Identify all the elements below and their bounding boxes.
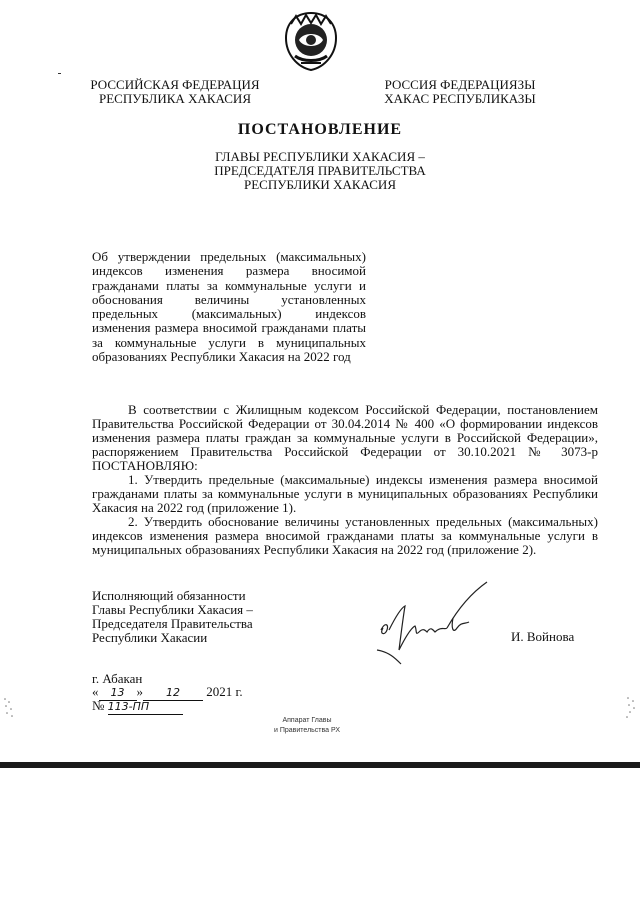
signer-name: И. Войнова xyxy=(511,629,575,644)
handwritten-signature xyxy=(375,578,495,668)
header-right xyxy=(365,78,555,106)
subtitle-line1: ГЛАВЫ РЕСПУБЛИКИ ХАКАСИЯ – xyxy=(215,149,425,164)
number-value: 113-ПП xyxy=(108,700,183,715)
document-title: ПОСТАНОВЛЕНИЕ xyxy=(237,121,403,138)
document-place: г. Абакан xyxy=(92,671,143,686)
scan-mark xyxy=(58,73,61,74)
date-year: 2021 г. xyxy=(206,684,243,699)
signer-line2: Главы Республики Хакасия – xyxy=(92,602,253,617)
signer-line3: Председателя Правительства xyxy=(92,616,253,631)
stamp-line2: и Правительства РХ xyxy=(273,727,341,734)
stamp-line1: Аппарат Главы xyxy=(282,717,332,724)
body-paragraph-3: 2. Утвердить обоснование величины установленных предельных (максимальных) индексов изменения размера вносимой гражданами платы за коммунальные услуги в муниципальных образованиях Республики Хакасия на 2022 год (приложение 2). xyxy=(92,514,598,557)
document-subtitle xyxy=(180,150,460,192)
subtitle-line2: ПРЕДСЕДАТЕЛЯ ПРАВИТЕЛЬСТВА xyxy=(214,163,426,178)
number-prefix: № xyxy=(92,698,105,713)
document-body xyxy=(92,403,598,557)
signer-line1: Исполняющий обязанности xyxy=(92,588,246,603)
signer-line4: Республики Хакасии xyxy=(92,630,208,645)
body-paragraph-2: 1. Утвердить предельные (максимальные) индексы изменения размера вносимой гражданами платы за коммунальные услуги в муниципальных образованиях Республики Хакасия на 2022 год (приложение 1). xyxy=(92,472,598,515)
scan-noise-left xyxy=(2,696,16,720)
header-right-line1: РОССИЯ ФЕДЕРАЦИЯЗЫ xyxy=(384,77,536,92)
document-subject: Об утверждении предельных (максимальных) индексов изменения размера вносимой гражданами платы за коммунальные услуги и обоснования величины установленных предельных (максимальных) индексов изменения размера вносимой гражданами платы за коммунальные услуги в муниципальных образованиях Республики Хакасия на 2022 год xyxy=(92,249,366,365)
date-open-quote: « xyxy=(92,684,99,699)
scan-background xyxy=(0,768,640,905)
scan-noise-right xyxy=(624,696,638,720)
body-paragraph-1: В соответствии с Жилищным кодексом Российской Федерации, постановлением Правительства Российской Федерации от 30.04.2014 № 400 «О формировании индексов изменения размера платы граждан за коммунальные услуги в Российской Федерации», распоряжением Правительства Российской Федерации от 30.10.2021 № 3073-р ПОСТАНОВЛЯЮ: xyxy=(92,402,598,473)
signer-title xyxy=(92,589,292,645)
header-left xyxy=(80,78,270,106)
subtitle-line3: РЕСПУБЛИКИ ХАКАСИЯ xyxy=(243,177,396,192)
date-day: 13 xyxy=(99,686,137,701)
registry-stamp xyxy=(262,716,352,736)
header-left-line2: РЕСПУБЛИКА ХАКАСИЯ xyxy=(98,91,251,106)
header-left-line1: РОССИЙСКАЯ ФЕДЕРАЦИЯ xyxy=(90,77,260,92)
document-number xyxy=(92,699,292,715)
date-month: 12 xyxy=(143,686,203,701)
coat-of-arms-emblem xyxy=(281,10,341,72)
header-right-line2: ХАКАС РЕСПУБЛИКАЗЫ xyxy=(384,91,536,106)
date-close-quote: » xyxy=(136,684,143,699)
